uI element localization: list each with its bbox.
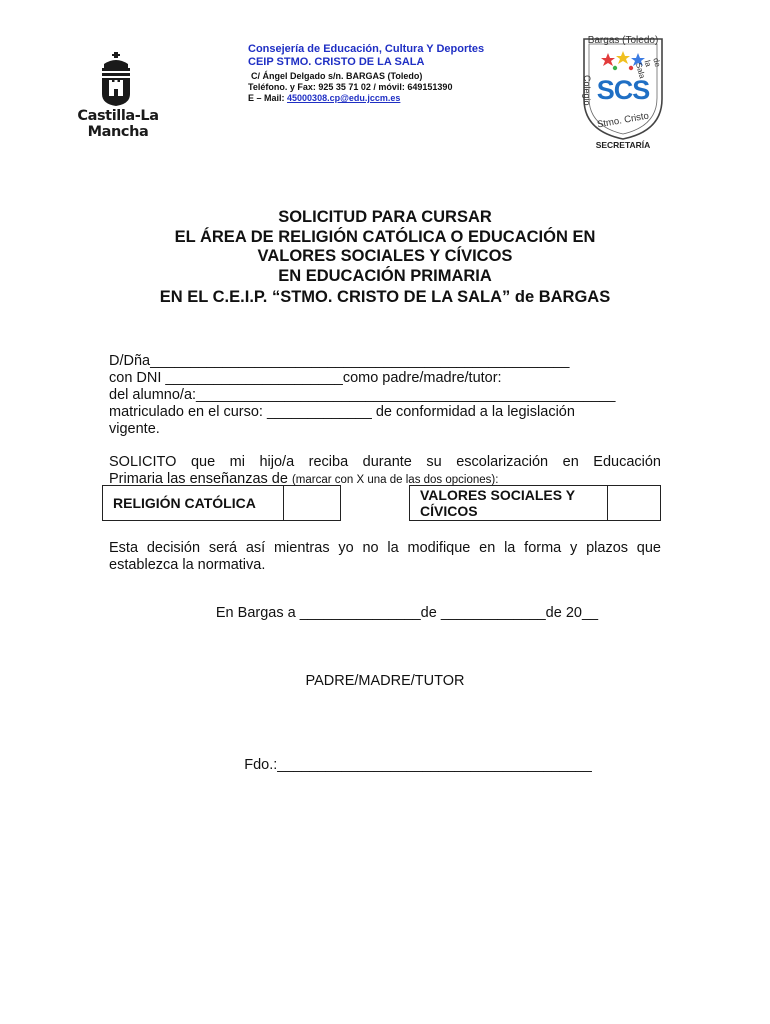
title-line-2: EL ÁREA DE RELIGIÓN CATÓLICA O EDUCACIÓN EN bbox=[174, 227, 596, 246]
seal-top-text: Bargas (Toledo) bbox=[587, 35, 659, 46]
option-religion-label: RELIGIÓN CATÓLICA bbox=[103, 486, 284, 520]
title-line-4: EN EDUCACIÓN PRIMARIA bbox=[278, 266, 492, 285]
parent-label: PADRE/MADRE/TUTOR bbox=[305, 673, 465, 689]
decision-text-2: establezca la normativa. bbox=[109, 557, 266, 573]
solicito-text-1: SOLICITO que mi hijo/a reciba durante su escolarización en Educación bbox=[109, 454, 661, 470]
title-line-3: VALORES SOCIALES Y CÍVICOS bbox=[257, 247, 513, 265]
seal-left-text: Colegio bbox=[582, 75, 592, 106]
logo-text: Castilla-La Mancha bbox=[77, 108, 159, 140]
solicito-text-2a: Primaria las enseñanzas de bbox=[109, 471, 288, 487]
student-field-line[interactable]: del alumno/a:____________________________________________________ bbox=[109, 387, 616, 403]
seal-center-text: SCS bbox=[596, 75, 650, 105]
course-field-line[interactable]: matriculado en el curso: _____________ de conformidad a la legislación bbox=[109, 404, 575, 420]
document-title bbox=[0, 208, 770, 308]
school-header bbox=[248, 43, 568, 104]
name-field-line[interactable]: D/Dña____________________________________________________ bbox=[109, 353, 570, 369]
date-field-line[interactable]: En Bargas a _______________de _____________de 20__ bbox=[215, 605, 599, 621]
seal-bottom-text: Stmo. Cristo bbox=[596, 110, 650, 131]
castilla-la-mancha-logo bbox=[56, 50, 180, 140]
school-name: CEIP STMO. CRISTO DE LA SALA bbox=[248, 56, 425, 68]
title-line-5: EN EL C.E.I.P. “STMO. CRISTO DE LA SALA” de BARGAS bbox=[159, 288, 611, 306]
option-valores-label-1: VALORES SOCIALES Y bbox=[420, 487, 576, 503]
castilla-la-mancha-coat-of-arms-icon bbox=[56, 50, 180, 108]
option-religion-row bbox=[102, 485, 341, 521]
phone-line: Teléfono. y Fax: 925 35 71 02 / móvil: 649151390 bbox=[248, 82, 453, 92]
consejeria-line: Consejería de Educación, Cultura Y Deportes bbox=[248, 43, 485, 55]
school-seal bbox=[578, 35, 668, 153]
solicito-instruction: (marcar con X una de las dos opciones): bbox=[291, 474, 499, 486]
vigente-text: vigente. bbox=[109, 421, 160, 437]
email-link[interactable]: 45000308.cp@edu.jccm.es bbox=[287, 93, 401, 103]
option-valores-label-2: CÍVICOS bbox=[420, 503, 478, 519]
option-valores-checkbox[interactable] bbox=[608, 486, 660, 520]
title-line-1: SOLICITUD PARA CURSAR bbox=[278, 208, 492, 226]
option-religion-checkbox[interactable] bbox=[284, 486, 340, 520]
option-valores-label bbox=[410, 486, 608, 520]
option-valores-row bbox=[409, 485, 661, 521]
decision-text-1: Esta decisión será así mientras yo no la modifique en la forma y plazos que bbox=[109, 540, 661, 556]
seal-footer-text: SECRETARÍA bbox=[595, 140, 651, 150]
dni-field-line[interactable]: con DNI ______________________como padre/madre/tutor: bbox=[109, 370, 502, 386]
email-line bbox=[248, 93, 568, 104]
signature-field-line[interactable]: Fdo.:_______________________________________ bbox=[244, 757, 592, 773]
address-line: C/ Ángel Delgado s/n. BARGAS (Toledo) bbox=[251, 71, 423, 81]
email-label: E – Mail: bbox=[248, 93, 285, 103]
seal-right-text: de la Sala bbox=[633, 57, 663, 80]
